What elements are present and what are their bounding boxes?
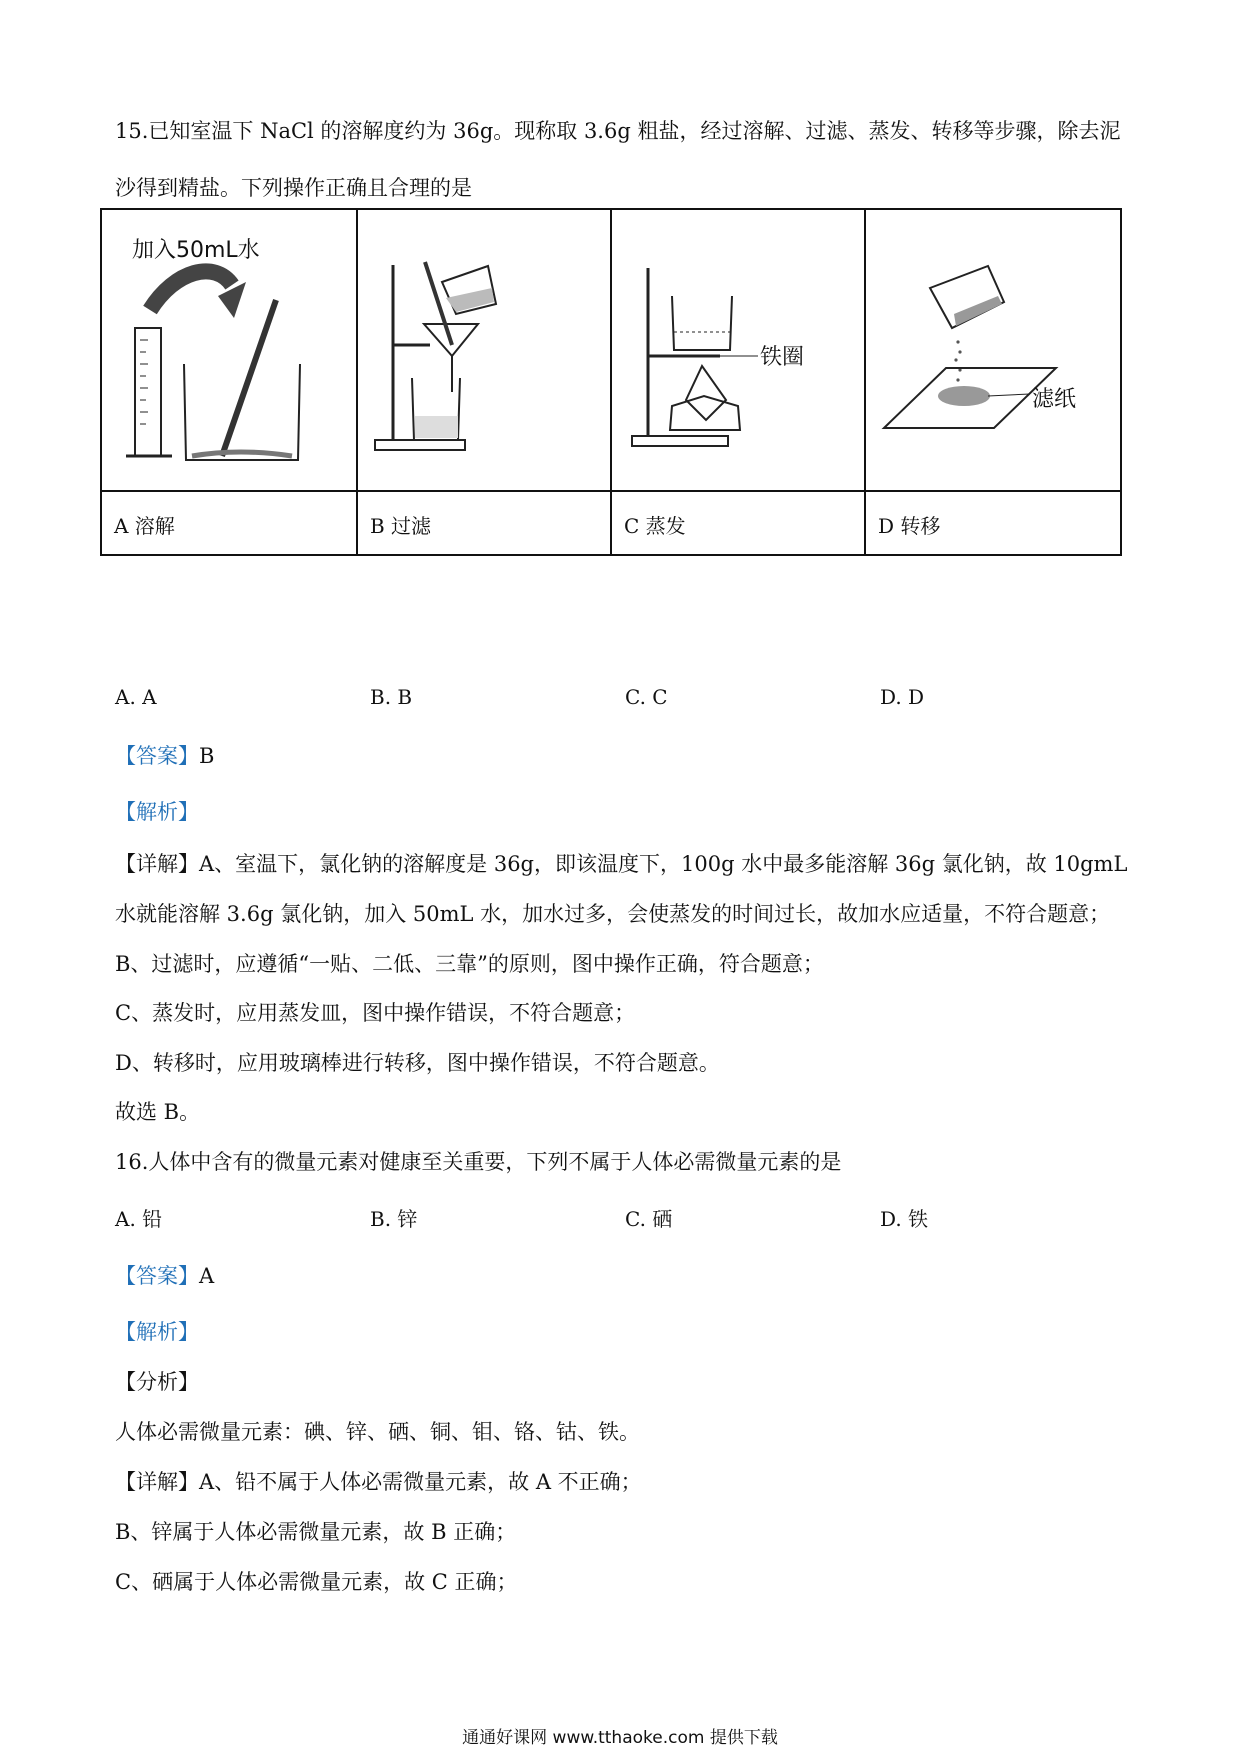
q15-stem-line1: 15.已知室温下 NaCl 的溶解度约为 36g。现称取 3.6g 粗盐，经过溶解、过滤、蒸发、转移等步骤，除去泥 [115, 119, 1121, 143]
filter-figure [375, 262, 496, 450]
q15-option-d: D. D [880, 685, 925, 709]
evaporation-figure [632, 268, 804, 446]
graduated-cylinder [135, 328, 161, 456]
filter-paper-label: 滤纸 [1032, 387, 1077, 412]
page-footer: 通通好课网 www.tthaoke.com 提供下载 [462, 1728, 778, 1748]
answer-value: B [199, 744, 215, 768]
q15-detail-line: 故选 B。 [115, 1100, 201, 1124]
answer-value: A [199, 1264, 215, 1288]
caption-a: A 溶解 [114, 514, 175, 538]
beaker-a [184, 364, 300, 460]
q16-answer [115, 1260, 214, 1290]
answer-tag: 【答案】 [115, 744, 199, 768]
q16-option-c: C. 硒 [625, 1207, 673, 1231]
q16-text-line: C、硒属于人体必需微量元素，故 C 正确； [115, 1570, 518, 1594]
beaker-c [672, 296, 732, 350]
q15-analysis-tag: 【解析】 [115, 800, 199, 824]
iron-ring-label: 铁圈 [760, 345, 805, 370]
q16-text-line: 【详解】A、铅不属于人体必需微量元素，故 A 不正确； [115, 1470, 642, 1494]
caption-b: B 过滤 [370, 514, 432, 538]
q15-detail-line: 【详解】A、室温下，氯化钠的溶解度是 36g，即该温度下，100g 水中最多能溶解 36g 氯化钠，故 10gmL [115, 852, 1128, 876]
alcohol-lamp [670, 396, 740, 430]
q15-detail-line: D、转移时，应用玻璃棒进行转移，图中操作错误，不符合题意。 [115, 1051, 720, 1075]
transfer-figure [884, 266, 1076, 428]
caption-c: C 蒸发 [624, 514, 686, 538]
q15-detail-line: 水就能溶解 3.6g 氯化钠，加入 50mL 水，加水过多，会使蒸发的时间过长，故加水应适量，不符合题意； [115, 902, 1111, 926]
caption-d: D 转移 [878, 514, 941, 538]
glass-rod-a [222, 300, 276, 456]
q16-text-line: 人体必需微量元素：碘、锌、硒、铜、钼、铬、钴、铁。 [115, 1420, 640, 1444]
q16-option-b: B. 锌 [370, 1207, 418, 1231]
q15-option-c: C. C [625, 685, 668, 709]
q15-detail-line: C、蒸发时，应用蒸发皿，图中操作错误，不符合题意； [115, 1001, 636, 1025]
alcohol-lamp-flame [686, 366, 726, 420]
q16-analysis-tag: 【解析】 [115, 1320, 199, 1344]
q15-stem-line2: 沙得到精盐。下列操作正确且合理的是 [115, 176, 472, 200]
add-water-label: 加入50mL水 [132, 238, 260, 263]
answer-tag: 【答案】 [115, 1264, 199, 1288]
q16-stem: 16.人体中含有的微量元素对健康至关重要，下列不属于人体必需微量元素的是 [115, 1150, 842, 1174]
glass-rod-b [425, 262, 452, 345]
experiment-figures [0, 0, 1240, 600]
q16-option-a: A. 铅 [115, 1207, 163, 1231]
q15-answer [115, 740, 214, 770]
q15-option-b: B. B [370, 685, 413, 709]
q15-detail-line: B、过滤时，应遵循“一贴、二低、三靠”的原则，图中操作正确，符合题意； [115, 952, 824, 976]
q16-text-line: B、锌属于人体必需微量元素，故 B 正确； [115, 1520, 517, 1544]
q15-option-a: A. A [115, 685, 157, 709]
salt-pile [938, 386, 990, 406]
pour-arrow [150, 271, 232, 310]
q16-option-d: D. 铁 [880, 1207, 929, 1231]
dissolve-figure [126, 238, 300, 460]
q16-fenxi-tag: 【分析】 [115, 1370, 199, 1394]
